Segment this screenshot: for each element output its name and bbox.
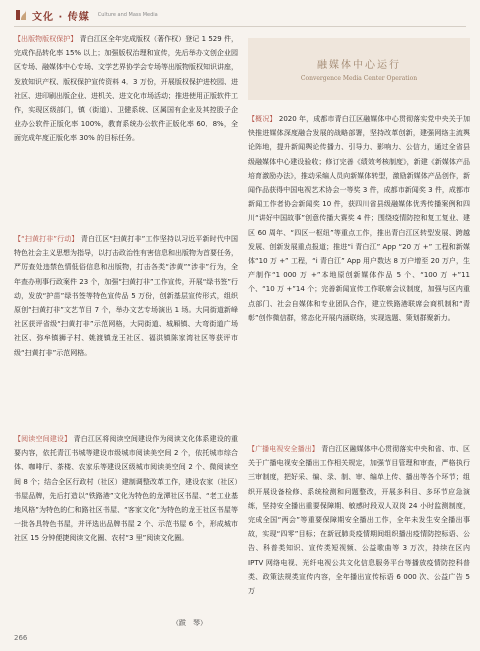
paragraph-overview [248,112,470,325]
paragraph-tag-broadcast-safety: 【广播电视安全播出】 [248,445,319,453]
paragraph-anti-porn [14,232,238,360]
paragraph-copyright [14,32,238,146]
page-header [14,6,466,24]
paragraph-broadcast-safety [248,442,470,598]
author-signature: （跋 琴） [172,619,207,627]
section-heading-box [248,38,470,100]
paragraph-tag-anti-porn: 【“扫黄打非”行动】 [14,235,79,243]
section-heading-en: Convergence Media Center Operation [300,75,418,82]
page-number: 266 [14,634,28,642]
left-column-part-3 [14,432,238,546]
paragraph-text-broadcast-safety: 青白江区融媒体中心贯彻落实中央和省、市、区关于广播电视安全播出工作相关规定，加强节目管理和审查，严格执行三审制度，把好采、编、录、制、审、编单上传、播出等各个环节；组织开展设备检修、系统检测和问题整改，开展多科目、多环节应急演练，坚持安全播出重要保障期、敏感时段双人双岗 24 小时监测制度，完成全国“两会”等重要保障期安全播出工作，全年未发生安全播出事故，实现“四零”目标；在新冠肺炎疫情期间组织播出疫情防控标语、公告、科普类知识、宣传类短视频、公益歌曲等 3 万次，持续在区内 IPTV 网络电视、光纤电视公共文化信息服务平台等播放疫情防控科普类、政策法规类宣传内容，全年播出宣传标语 6 000 次、公益广告 5 万 [248,445,471,596]
paragraph-reading-space [14,432,238,546]
header-divider [14,26,466,27]
logo-icon [14,8,28,22]
paragraph-tag-overview: 【概况】 [248,115,277,123]
paragraph-text-overview: 2020 年，成都市青白江区融媒体中心贯彻落实党中央关于加快推进媒体深度融合发展的战略部署，坚持改革创新，建强网络主流舆论阵地，提升新闻舆论传播力、引导力、影响力、公信力，通过全省县级融媒体中心建设验收；修订完善《绩效考核制度》，新建《新媒体产品培育激励办法》，推动采编人员向新媒体转型，激励新媒体产品创作，新闻作品获得中国电视艺术协会一等奖 3 件，成都市新闻奖 3 件，成都市新闻工作者协会新闻奖 10 件，获四川省县级融媒体优秀传播案例和四川“讲好中国故事”创意传播大赛奖 4 件；围绕疫情防控和复工复业、建区 60 周年、“四区一枢纽”等重点工作，推出青白江区转型发展、跨越发展、创新发展重点报道；推进“i 青白江” App “20 万 +” 工程和新媒体“10 万 +” 工程，“i 青白江” App 用户数达 8 万户增至 20 万户，生产制作“1 000 万 +”本地原创新媒体作品 5 个、“100 万 +”11 个、“10 万 +”14 个；完善新闻宣传工作联席会议制度，加强与区内重点部门、社会自媒体和专业团队合作，建立铁路港联席会商机制和“青彰”创作微信群，常态化开展内涵联络，实现选题、策划群聚新力。 [248,115,470,322]
right-column-part-1 [248,112,470,325]
right-column-part-2 [248,442,470,598]
section-subtitle: Culture and Mass Media [97,12,158,18]
section-heading-cn: 融媒体中心运行 [317,60,401,71]
paragraph-text-reading-space: 青白江区将阅读空间建设作为阅读文化体系建设的重要内容，依托青江书城等建设市级城市阅读美空间 2 个，依托城市综合体、咖啡厅、茶楼、农家乐等建设区级城市阅读美空间 2 个、微阅读空间 8 个；结合全区行政村（社区）建制调整改革工作，建设农家（社区）书屋品牌，先后打造以“铁路港”文化为特色的龙潭社区书屋、“老工业基地风格”为特色的仁和路社区书屋、“客家文化”为特色的龙王社区书屋等一批各具特色书屋，并评选出品牌书屋 2 个、示范书屋 6 个，形成城市社区 15 分钟便捷阅读文化圈、农村“3 里”阅读文化圈。 [14,435,239,543]
paragraph-text-copyright: 青白江区全年完成版权（著作权）登记 1 529 件，完成作品转化率 15% 以上；加强版权治理和宣传，先后举办文创企业园区专场、融媒体中心专场、文学艺界协学会专场等出版物版权知识讲座，发放知识产权、版权保护宣传资料 4．3 万份，开展版权保护进校园、进社区、进印刷出版企业、进机关、进文化市场活动；推进使用正版软件工作，实现区级部门，镇（街道）、卫健系统、区属国有企业及其控股子企业办公软件正版化率 100%，教育系统办公软件正版化率 60．8%，全面完成年度正版化率 30% 的目标任务。 [14,35,239,143]
section-title: 文化 · 传媒 [32,11,90,23]
left-column-part-1 [14,32,238,146]
paragraph-tag-copyright: 【出版物版权保护】 [14,35,78,43]
paragraph-text-anti-porn: 青白江区“扫黄打非”工作坚持以习近平新时代中国特色社会主义思想为指导，以打击政治性有害信息和出版物为首要任务，严厉查处违禁色情低俗信息和出版物，打击各类“涉黄”“涉非”行为，全年查办刑事行政案件 23 个，加强“扫黄打非”工作宣传，开展“绿书签”行动，发放“护苗”绿书签等特色宣传品 5 万份，创新基层宣传形式，组织原创“扫黄打非”文艺节目 7 个，举办文艺专场演出 1 场。大同街道新峰社区获评省级“扫黄打非”示范网格，大同街道、城厢镇、大弯街道广场社区、弥牟镇狮子村、姚渡镇龙王社区、福洪镇陈家湾社区等获评市级“扫黄打非”示范网格。 [14,235,238,357]
paragraph-tag-reading-space: 【阅读空间建设】 [14,435,72,443]
left-column-part-2 [14,232,238,360]
